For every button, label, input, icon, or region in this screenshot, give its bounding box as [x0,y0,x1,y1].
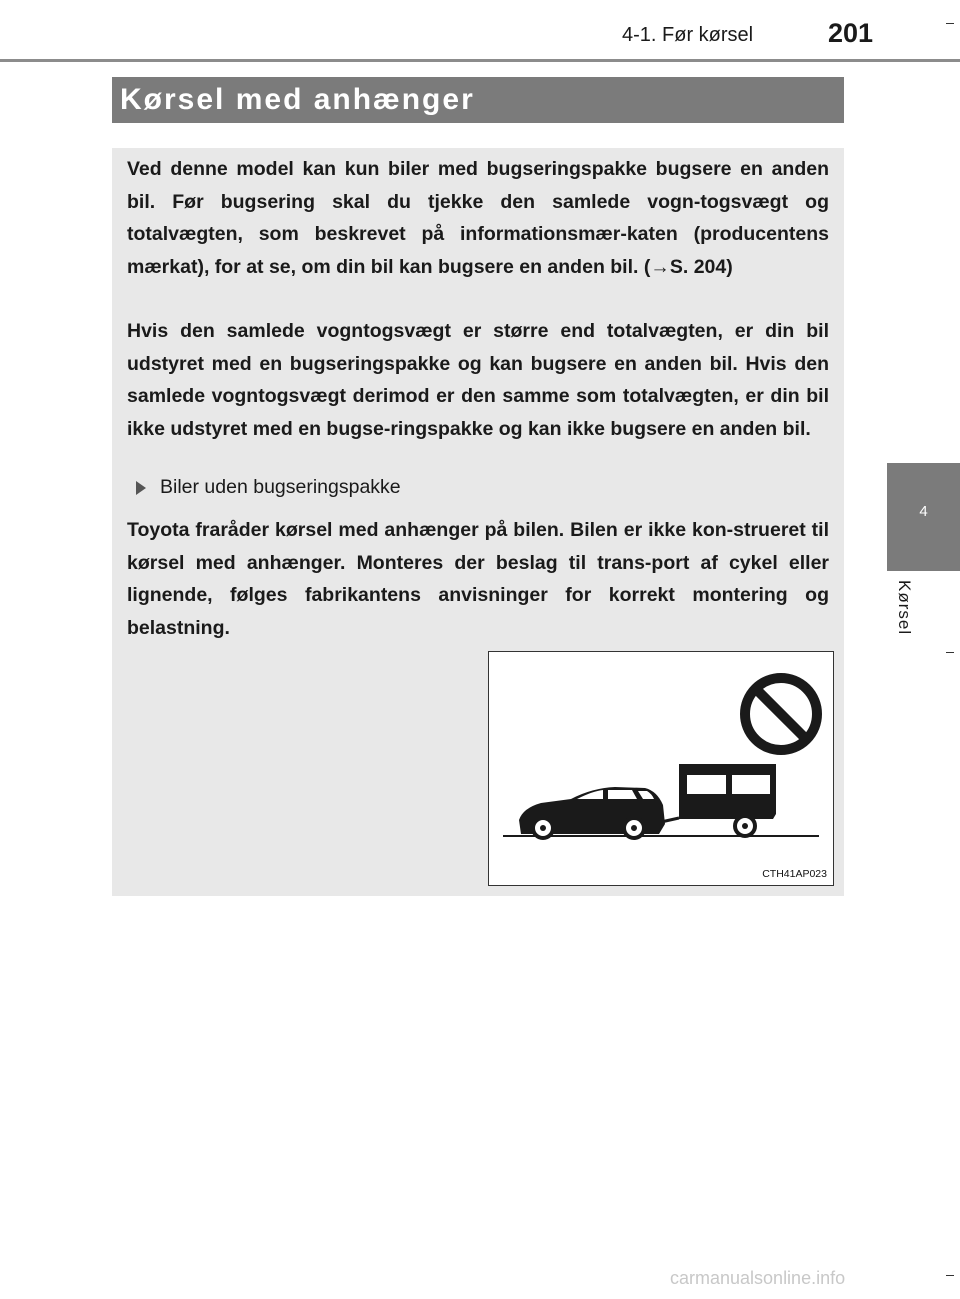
chapter-number: 4 [919,503,928,520]
paragraph-intro [127,153,829,283]
paragraph-weight: Hvis den samlede vogntogsvægt er større end totalvægten, er din bil udstyret med en bugseringspakke og kan bugsere en anden bil. Hvis den samlede vogntogsvægt derimod er den samme som totalvægten, er din bil ikke udstyret med en bugse-ringspakke og kan ikke bugsere en anden bil. [127,320,829,440]
chapter-label: Kørsel [895,580,914,636]
figure-code: CTH41AP023 [762,868,827,880]
bullet-heading [136,476,401,499]
crop-tick [946,652,954,653]
triangle-bullet-icon [136,481,146,495]
title-bar [112,77,844,123]
page-title: Kørsel med anhænger [120,83,475,116]
prohibition-icon [745,678,817,750]
paragraph-intro-text: Ved denne model kan kun biler med bugseringspakke bugsere en anden bil. Før bugsering skal du tjekke den samlede vogn-togsvægt og totalvægten, som beskrevet på informationsmær-katen (producentens mærkat), for at se, om din bil kan bugsere en anden bil. ( [127,158,829,278]
trailer-icon [661,764,776,836]
page-reference-link[interactable]: S. 204) [669,255,733,278]
bullet-heading-text: Biler uden bugseringspakke [160,476,401,498]
chapter-tab [887,463,960,571]
paragraph-advice: Toyota fraråder kørsel med anhænger på bilen. Bilen er ikke kon-strueret til kørsel med anhænger. Monteres der beslag til trans-port af cykel eller lignende, følges fabrikantens anvisninger for korrekt montering og belastning. [127,519,829,639]
watermark: carmanualsonline.info [670,1268,846,1288]
page-number: 201 [828,18,874,48]
content-box [112,148,844,896]
crop-tick [946,23,954,24]
towing-prohibited-illustration [489,652,835,887]
illustration [488,651,834,886]
header-rule [0,59,960,62]
car-icon [519,787,665,838]
header-section: 4-1. Før kørsel [622,24,754,46]
arrow-right-icon: → [650,255,670,278]
crop-tick [946,1275,954,1276]
